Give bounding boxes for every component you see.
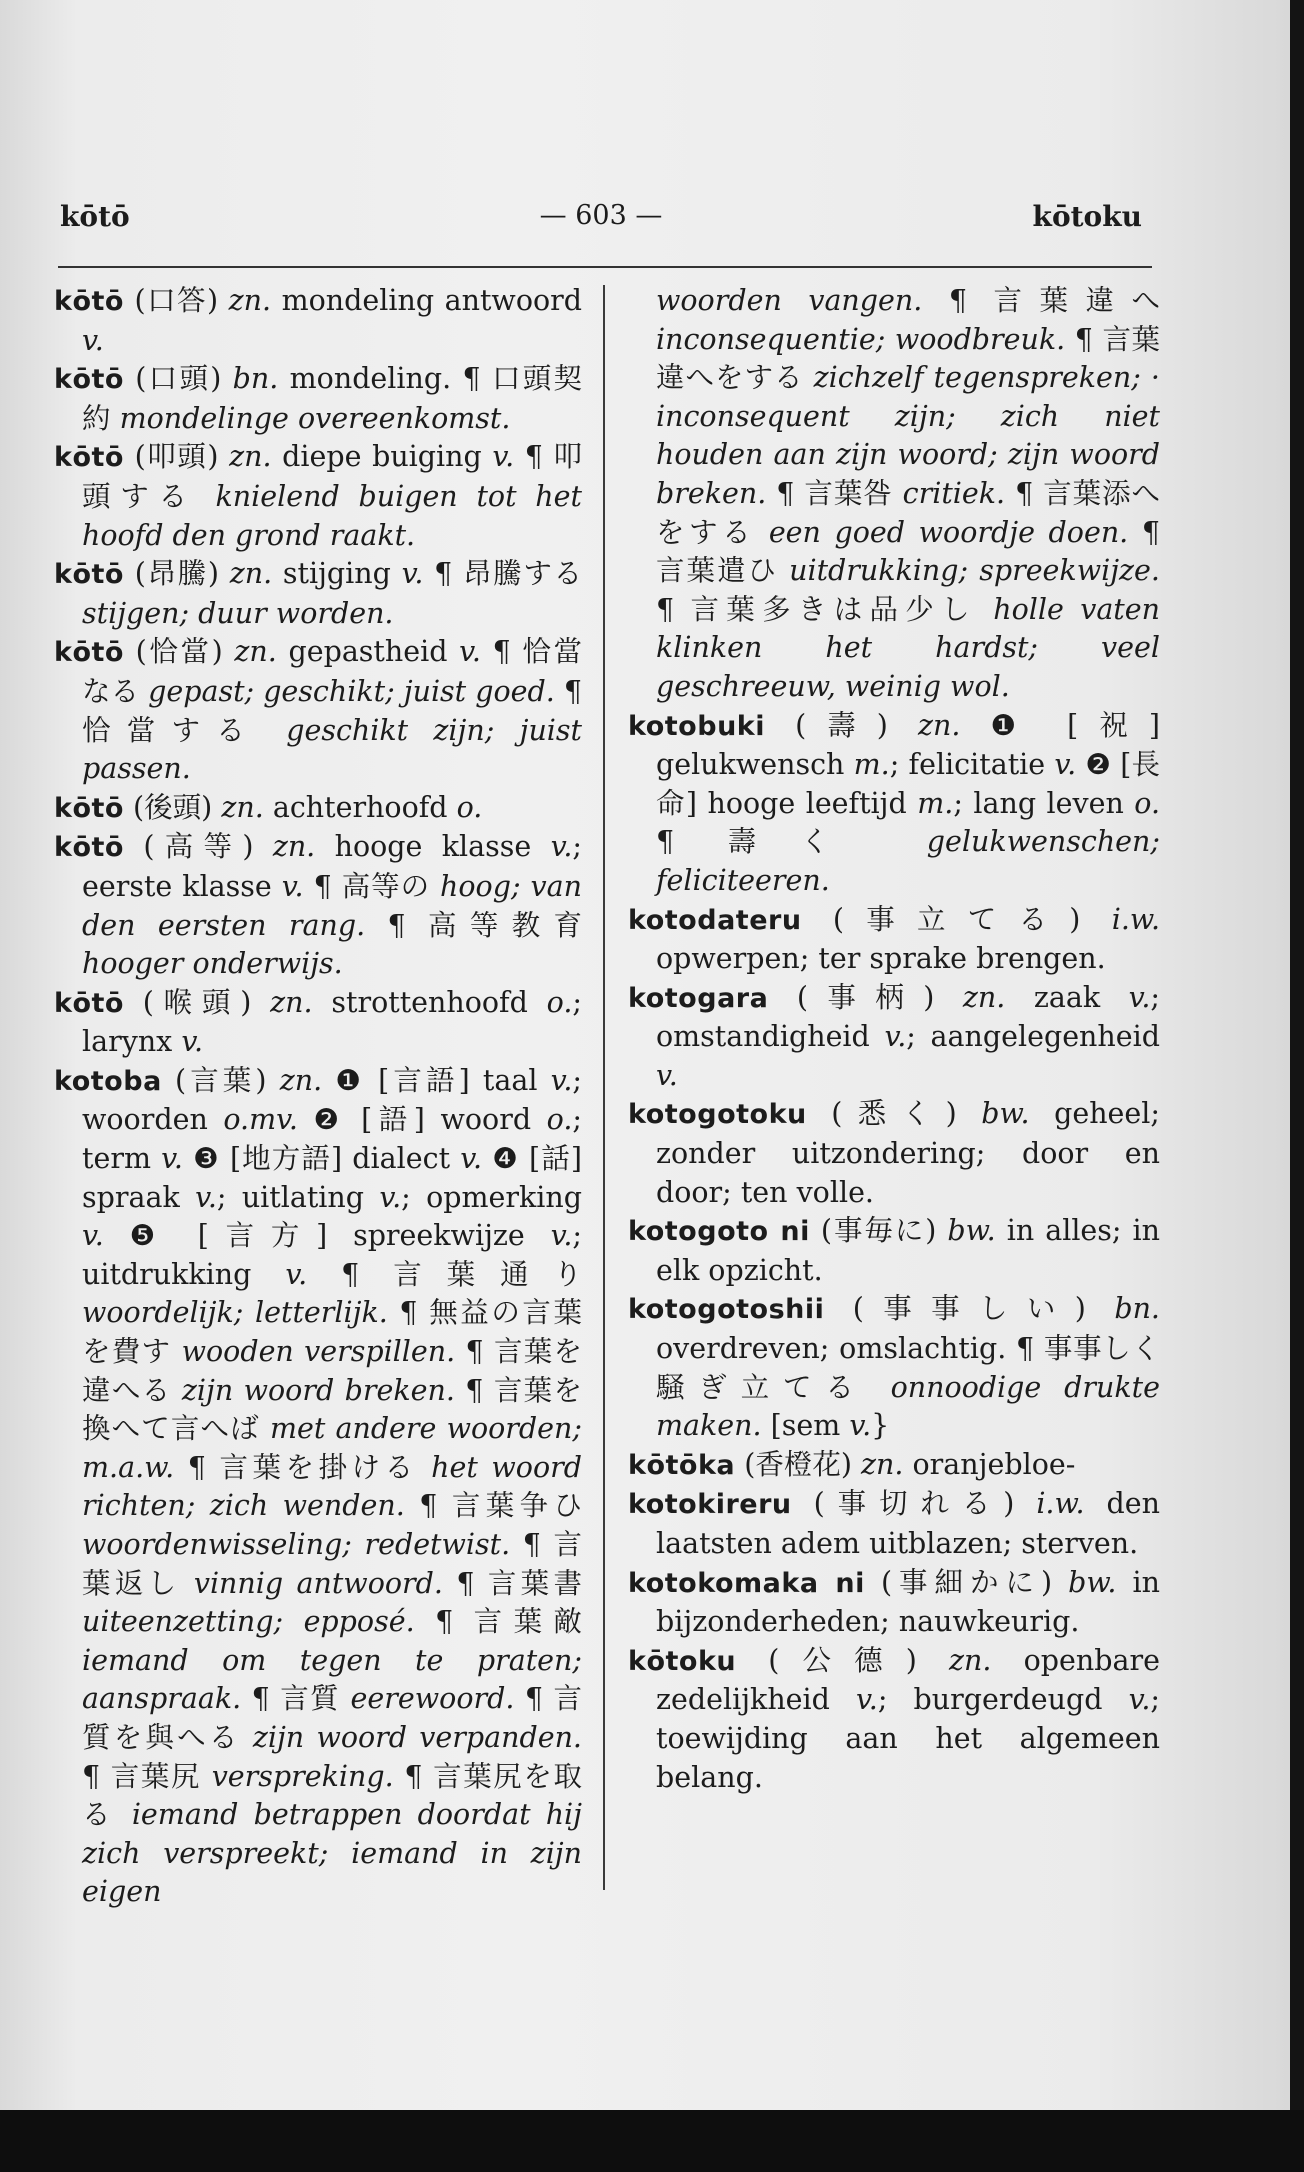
dictionary-entry: kōtoku (公德) zn. openbare zedelijkheid v.; burgerdeugd v.; toewijding aan het algemeen belang. bbox=[628, 1643, 1160, 1794]
dictionary-entry: kotogotoshii (事事しい) bn. overdreven; omslachtig. ¶ 事事しく騒ぎ立てる onnoodige drukte maken. [sem v.} bbox=[628, 1292, 1160, 1443]
header-rule bbox=[58, 266, 1152, 268]
dictionary-entry: kotogoto ni (事毎に) bw. in alles; in elk opzicht. bbox=[628, 1214, 1160, 1287]
dictionary-entry: kōtō (昂騰) zn. stijging v. ¶ 昂騰する stijgen; duur worden. bbox=[54, 557, 583, 630]
page-number: — 603 — bbox=[539, 200, 663, 231]
dictionary-entry: kotoba (言葉) zn. ❶ [言語] taal v.; woorden o.mv. ❷ [語] woord o.; term v. ❸ [地方語] dialect v. ❹ [話] spraak v.; uitlating v.; opmerking v. ❺ [言方] spreekwijze v.; uitdrukking v. ¶ 言葉通り woordelijk; letterlijk. ¶ 無益の言葉を費す wooden verspillen. ¶ 言葉を違へる zijn woord breken. ¶ 言葉を換へて言へば met andere woorden; m.a.w. ¶ 言葉を掛ける het woord richten; zich wenden. ¶ 言葉争ひ woordenwisseling; redetwist. ¶ 言葉返し vinnig antwoord. ¶ 言葉書 uiteenzetting; epposé. ¶ 言葉敵 iemand om tegen te praten; aanspraak. ¶ 言質 eerewoord. ¶ 言質を與へる zijn woord verpanden. ¶ 言葉尻 verspreking. ¶ 言葉尻を取る iemand betrappen doordat hij zich verspreekt; iemand in zijn eigen bbox=[54, 1063, 583, 1909]
dictionary-entry: kotodateru (事立てる) i.w. opwerpen; ter sprake brengen. bbox=[628, 902, 1160, 976]
dictionary-entry-continued: woorden vangen. ¶ 言葉違へ inconsequentie; woodbreuk. ¶ 言葉違へをする zichzelf tegenspreken; · inconsequent zijn; zich niet houden aan zijn woord; zijn woord breken. ¶ 言葉咎 critiek. ¶ 言葉添へをする een goed woordje doen. ¶ 言葉遣ひ uitdrukking; spreekwijze. ¶ 言葉多きは品少し holle vaten klinken het hardst; veel geschreeuw, weinig wol. bbox=[656, 284, 1161, 703]
page-header bbox=[60, 200, 1142, 250]
dictionary-entry: kōtō (恰當) zn. gepastheid v. ¶ 恰當なる gepast; geschikt; juist goed. ¶ 恰當する geschikt zijn; juist passen. bbox=[54, 635, 582, 786]
page-bottom-edge bbox=[0, 2110, 1304, 2172]
running-head-right: kōtoku bbox=[1032, 200, 1142, 233]
dictionary-entry: kōtō (口答) zn. mondeling antwoord v. bbox=[54, 284, 582, 357]
dictionary-entry: kōtō (高等) zn. hooge klasse v.; eerste klasse v. ¶ 高等の hoog; van den eersten rang. ¶ 高等教育 hooger onderwijs. bbox=[54, 830, 582, 981]
dictionary-entry: kotokomaka ni (事細かに) bw. in bijzonderheden; nauwkeurig. bbox=[628, 1565, 1160, 1639]
dictionary-entry: kōtō (後頭) zn. achterhoofd o. bbox=[54, 790, 483, 824]
dictionary-entry: kotogara (事柄) zn. zaak v.; omstandigheid v.; aangelegenheid v. bbox=[628, 980, 1161, 1092]
dictionary-entry: kotogotoku (悉く) bw. geheel; zonder uitzondering; door en door; ten volle. bbox=[628, 1097, 1160, 1209]
right-column bbox=[628, 282, 1160, 1797]
dictionary-entry: kotobuki (壽) zn. ❶ [祝] gelukwensch m.; felicitatie v. ❷ [長命] hooge leeftijd m.; lang leven o. ¶ 壽く gelukwenschen; feliciteeren. bbox=[628, 708, 1161, 897]
dictionary-entry: kotokireru (事切れる) i.w. den laatsten adem uitblazen; sterven. bbox=[628, 1487, 1160, 1560]
left-column bbox=[54, 282, 582, 1912]
running-head-left: kōtō bbox=[60, 200, 130, 233]
dictionary-entry: kōtō (口頭) bn. mondeling. ¶ 口頭契約 mondelinge overeenkomst. bbox=[54, 362, 582, 435]
dictionary-entry: kōtō (喉頭) zn. strottenhoofd o.; larynx v. bbox=[54, 985, 582, 1059]
dictionary-entry: kōtōka (香橙花) zn. oranjebloe- bbox=[628, 1447, 1076, 1481]
dictionary-entry: kōtō (叩頭) zn. diepe buiging v. ¶ 叩頭する knielend buigen tot het hoofd den grond raakt. bbox=[54, 440, 582, 552]
column-divider bbox=[603, 285, 605, 1890]
